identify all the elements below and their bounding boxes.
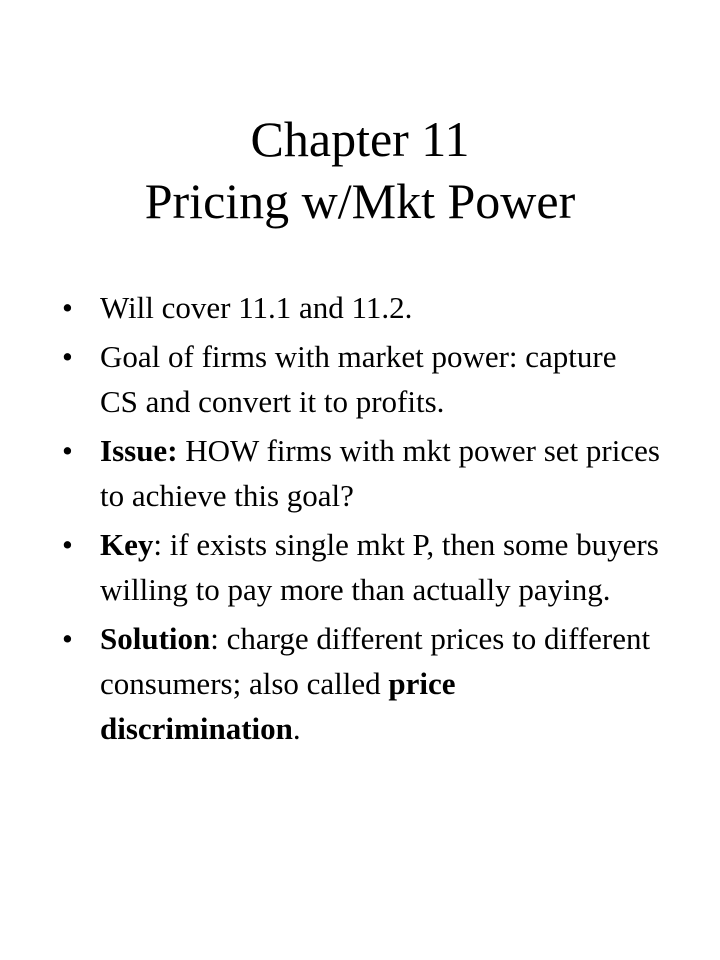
bullet-tail: . (292, 711, 301, 746)
title-line-2: Pricing w/Mkt Power (144, 173, 576, 229)
bullet-icon: • (62, 339, 73, 374)
bullet-icon: • (62, 290, 73, 325)
slide-title (0, 108, 720, 232)
bullet-icon: • (62, 433, 73, 468)
bullet-text: HOW firms with mkt power set prices to achieve this goal? (100, 433, 660, 513)
title-line-1: Chapter 11 (250, 111, 470, 167)
bullet-item-goal (62, 334, 662, 424)
bullet-text: : charge different prices to different consumers; also called (100, 621, 651, 701)
bullet-item-key (62, 522, 662, 612)
bullet-text: : if exists single mkt P, then some buyers willing to pay more than actually paying. (100, 527, 659, 607)
bullet-text: Will cover 11.1 and 11.2. (100, 290, 413, 325)
bullet-bold-label: Key (100, 527, 154, 562)
bullet-bold-label: Issue: (100, 433, 178, 468)
bullet-bold-label: Solution (100, 621, 211, 656)
bullet-text: Goal of firms with market power: capture CS and convert it to profits. (100, 339, 617, 419)
bullet-icon: • (62, 527, 73, 562)
bullet-bold-term: price discrimination (100, 666, 456, 746)
bullet-item-issue (62, 428, 662, 518)
bullet-item-coverage (62, 285, 662, 330)
bullet-icon: • (62, 621, 73, 656)
bullet-list (62, 285, 662, 755)
bullet-item-solution (62, 616, 662, 751)
